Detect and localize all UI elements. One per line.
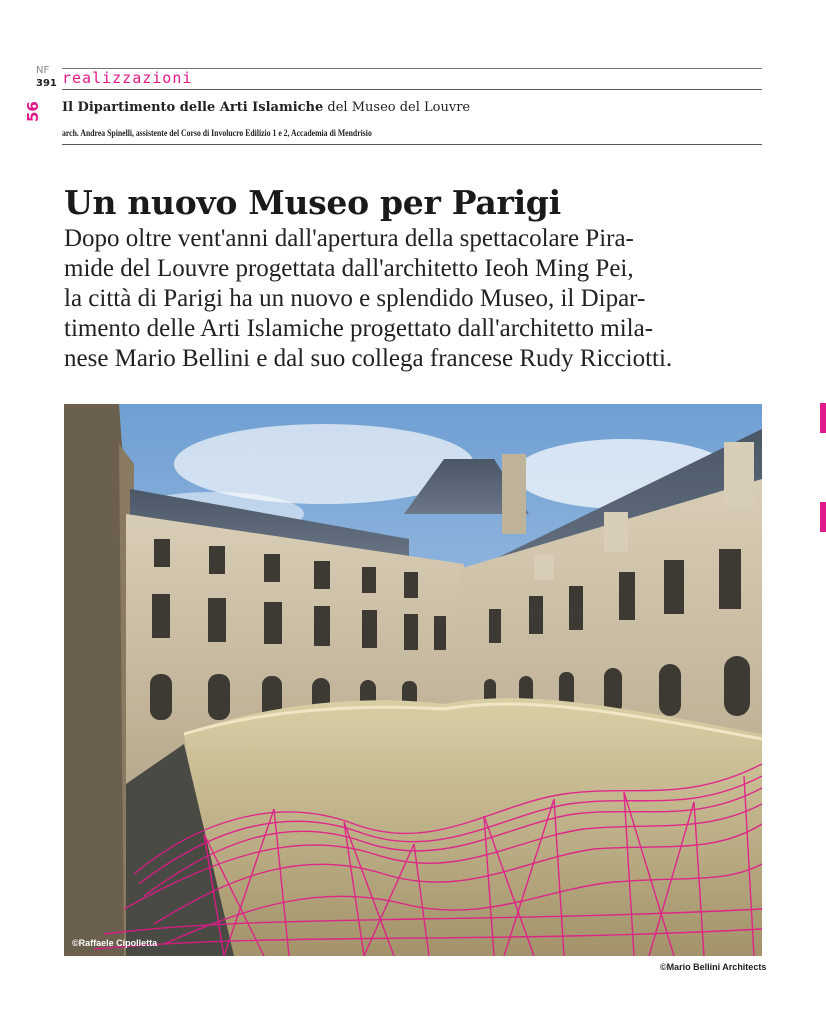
lead-line: timento delle Arti Islamiche progettato dall'architetto mila-	[64, 315, 654, 342]
lead-line: la città di Parigi ha un nuovo e splendido Museo, il Dipar-	[64, 285, 646, 312]
page-title: Un nuovo Museo per Parigi	[64, 183, 561, 222]
photo-credit: ©Raffaele Cipolletta	[72, 938, 158, 948]
section-label: realizzazioni	[62, 69, 193, 87]
magazine-label: NF	[36, 65, 50, 76]
header-middle-rule	[62, 89, 762, 90]
issue-number: 391	[36, 78, 57, 89]
header-bottom-rule	[62, 144, 762, 145]
lead-paragraph	[64, 224, 762, 374]
edge-accent-mark	[820, 403, 826, 433]
courtyard-photo	[64, 404, 762, 956]
lead-line: Dopo oltre vent'anni dall'apertura della spettacolare Pira-	[64, 225, 634, 252]
lead-line: nese Mario Bellini e dal suo collega francese Rudy Ricciotti.	[64, 345, 673, 372]
page-number: 56	[24, 101, 42, 122]
article-subtitle	[62, 99, 470, 116]
edge-accent-mark	[820, 502, 826, 532]
subtitle-bold: Il Dipartimento delle Arti Islamiche	[62, 100, 324, 115]
author-line: arch. Andrea Spinelli, assistente del Corso di Involucro Edilizio 1 e 2, Accademia di Mendrisio	[62, 128, 372, 138]
drawing-credit: ©Mario Bellini Architects	[660, 962, 767, 972]
lead-line: mide del Louvre progettata dall'architetto Ieoh Ming Pei,	[64, 255, 634, 282]
subtitle-rest: del Museo del Louvre	[323, 100, 471, 115]
